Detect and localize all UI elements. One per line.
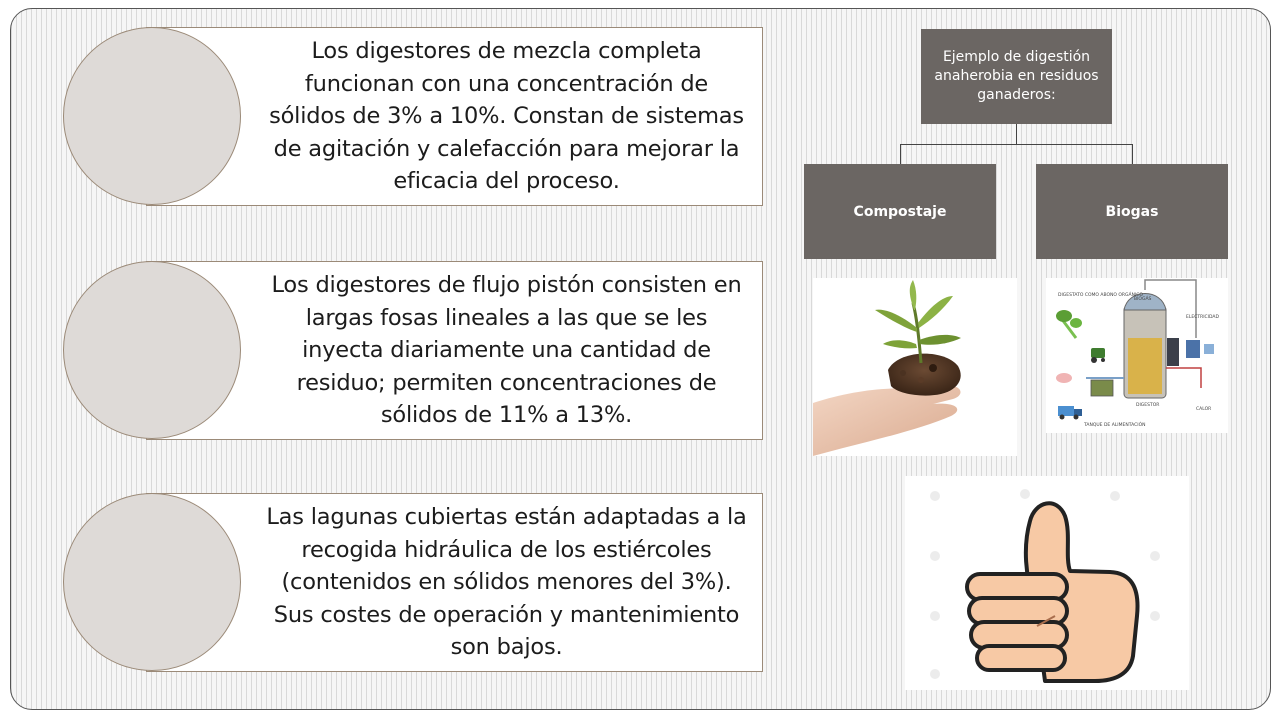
org-connector [1132, 144, 1133, 164]
thumbs-up-image [905, 476, 1189, 690]
org-child-biogas [1036, 164, 1228, 259]
compost-hand-illustration [813, 278, 1017, 456]
org-root-label: Ejemplo de digestión anaherobia en residuos ganaderos: [934, 49, 1099, 103]
biogas-plant-illustration [1046, 278, 1228, 433]
list-item-3-circle [63, 493, 241, 671]
org-connector [1016, 124, 1017, 144]
list-item-1-circle [63, 27, 241, 205]
label-digestato: DIGESTATO COMO ABONO ORGÁNICO [1058, 293, 1143, 298]
org-child-compostaje-label: Compostaje [853, 203, 947, 220]
label-electricidad: ELECTRICIDAD [1186, 315, 1219, 320]
org-child-compostaje [804, 164, 996, 259]
biogas-plant-diagram [1046, 278, 1228, 433]
list-item-2-text: Los digestores de flujo pistón consisten en largas fosas lineales a las que se les inyecta diariamente una cantidad de residuo; permiten concentraciones de sólidos de 11% a 13%. [271, 272, 742, 429]
org-root-box [921, 29, 1112, 124]
org-connector [900, 144, 901, 164]
label-biogas: BIOGÁS [1134, 297, 1152, 302]
list-item-1-text: Los digestores de mezcla completa funcionan con una concentración de sólidos de 3% a 10%. Constan de sistemas de agitación y calefacción para mejorar la eficacia del proceso. [269, 38, 744, 195]
list-item-3-text: Las lagunas cubiertas están adaptadas a la recogida hidráulica de los estiércoles (contenidos en sólidos menores del 3%). Sus costes de operación y mantenimiento son bajos. [266, 504, 747, 661]
org-connector [900, 144, 1133, 145]
org-child-biogas-label: Biogas [1105, 203, 1159, 220]
label-digestor: DIGESTOR [1136, 403, 1160, 408]
label-tanque: TANQUE DE ALIMENTACIÓN [1084, 423, 1146, 428]
thumbs-up-icon [905, 476, 1189, 690]
compost-hand-image [813, 278, 1017, 456]
list-item-2-circle [63, 261, 241, 439]
label-calor: CALOR [1196, 407, 1212, 412]
